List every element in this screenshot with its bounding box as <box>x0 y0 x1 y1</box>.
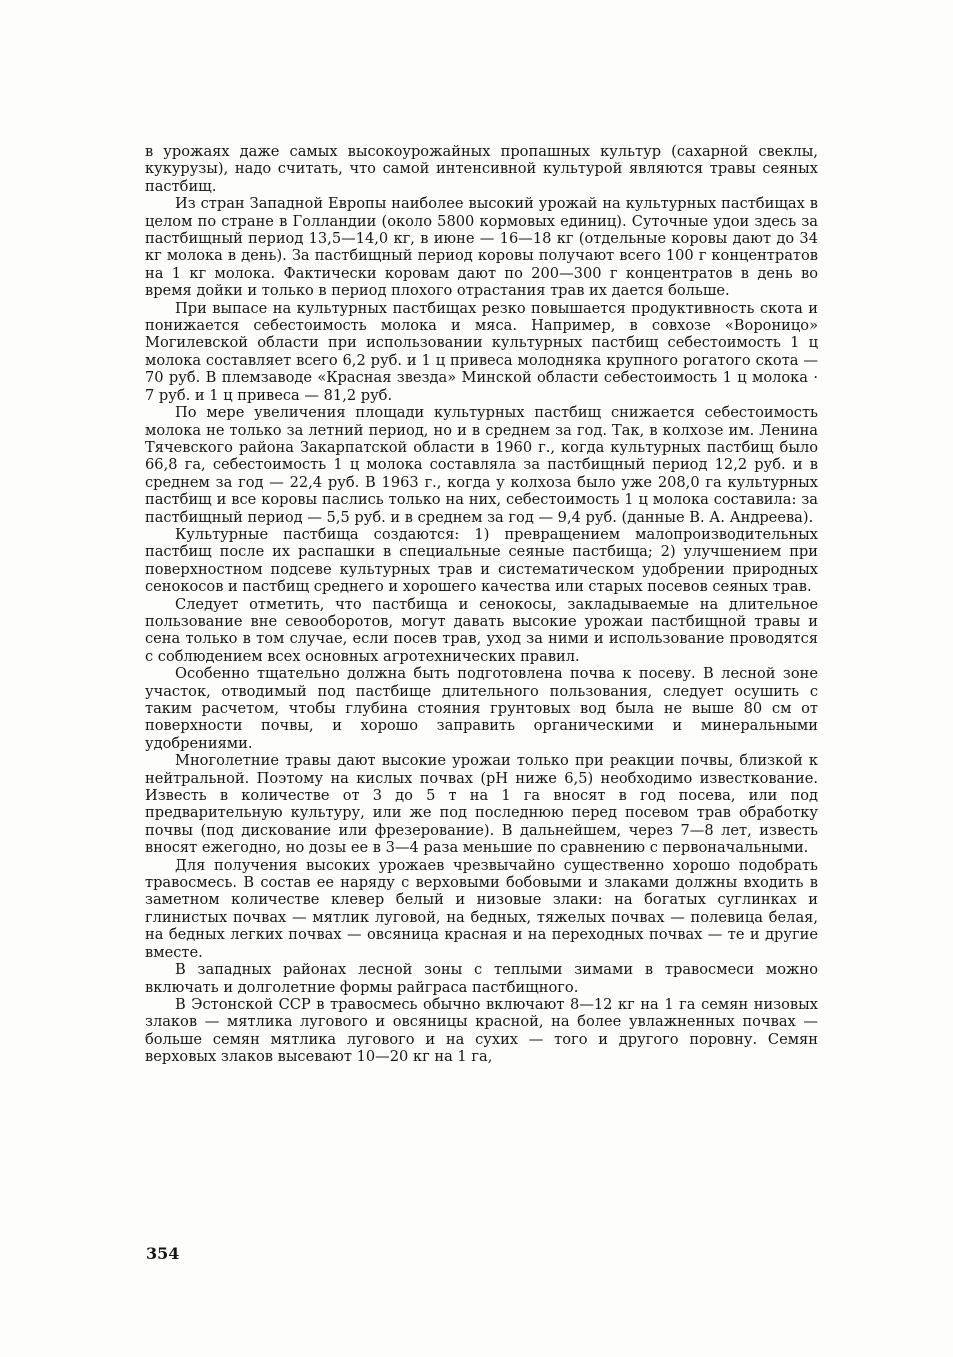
paragraph-5: Культурные пастбища создаются: 1) превращением малопроизводительных пастбищ после их распашки в специальные сеяные пастбища; 2) улучшением при поверхностном подсеве культурных трав и систематическом удобрении природных сенокосов и пастбищ среднего и хорошего качества или старых посевов сеяных трав. <box>145 525 818 596</box>
paragraph-3: При выпасе на культурных пастбищах резко повышается продуктивность скота и понижается себестоимость молока и мяса. Например, в совхозе «Вороницо» Могилевской области при использовании культурных пастбищ себестоимость 1 ц молока составляет всего 6,2 руб. и 1 ц привеса молодняка крупного рогатого скота — 70 руб. В племзаводе «Красная звезда» Минской области себестоимость 1 ц молока · 7 руб. и 1 ц привеса — 81,2 руб. <box>145 299 818 404</box>
body-text <box>145 143 818 1066</box>
paragraph-2: Из стран Западной Европы наиболее высокий урожай на культурных пастбищах в целом по стране в Голландии (около 5800 кормовых единиц). Суточные удои здесь за пастбищный период 13,5—14,0 кг, в июне — 16—18 кг (отдельные коровы дают до 34 кг молока в день). За пастбищный период коровы получают всего 100 г концентратов на 1 кг молока. Фактически коровам дают по 200—300 г концентратов в день во время дойки и только в период плохого отрастания трав их дается больше. <box>145 195 818 300</box>
page-number: 354 <box>146 1244 180 1263</box>
paragraph-9: Для получения высоких урожаев чрезвычайно существенно хорошо подобрать травосмесь. В состав ее наряду с верховыми бобовыми и злаками должны входить в заметном количестве клевер белый и низовые злаки: на богатых суглинках и глинистых почвах — мятлик луговой, на бедных, тяжелых почвах — полевица белая, на бедных легких почвах — овсяница красная и на переходных почвах — те и другие вместе. <box>145 856 818 961</box>
paragraph-6: Следует отметить, что пастбища и сенокосы, закладываемые на длительное пользование вне севооборотов, могут давать высокие урожаи пастбищной травы и сена только в том случае, если посев трав, уход за ними и использование проводятся с соблюдением всех основных агротехнических правил. <box>145 595 818 665</box>
paragraph-8: Многолетние травы дают высокие урожаи только при реакции почвы, близкой к нейтральной. Поэтому на кислых почвах (pH ниже 6,5) необходимо известкование. Известь в количестве от 3 до 5 т на 1 га вносят в год посева, или под предварительную культуру, или же под последнюю перед посевом трав обработку почвы (под дискование или фрезерование). В дальнейшем, через 7—8 лет, известь вносят ежегодно, но дозы ее в 3—4 раза меньшие по сравнению с первоначальными. <box>145 752 818 857</box>
paragraph-11: В Эстонской ССР в травосмесь обычно включают 8—12 кг на 1 га семян низовых злаков — мятлика лугового и овсяницы красной, на более увлажненных почвах — больше семян мятлика лугового и на сухих — того и другого поровну. Семян верховых злаков высевают 10—20 кг на 1 га, <box>145 995 818 1066</box>
paragraph-4: По мере увеличения площади культурных пастбищ снижается себестоимость молока не только за летний период, но и в среднем за год. Так, в колхозе им. Ленина Тячевского района Закарпатской области в 1960 г., когда культурных пастбищ было 66,8 га, себестоимость 1 ц молока составляла за пастбищный период 12,2 руб. и в среднем за год — 22,4 руб. В 1963 г., когда у колхоза было уже 208,0 га культурных пастбищ и все коровы паслись только на них, себестоимость 1 ц молока составила: за пастбищный период — 5,5 руб. и в среднем за год — 9,4 руб. (данные В. А. Андреева). <box>145 404 818 526</box>
paragraph-7: Особенно тщательно должна быть подготовлена почва к посеву. В лесной зоне участок, отводимый под пастбище длительного пользования, следует осушить с таким расчетом, чтобы глубина стояния грунтовых вод была не выше 80 см от поверхности почвы, и хорошо заправить органическими и минеральными удобрениями. <box>145 665 818 752</box>
paragraph-1: в урожаях даже самых высокоурожайных пропашных культур (сахарной свеклы, кукурузы), надо считать, что самой интенсивной культурой являются травы сеяных пастбищ. <box>145 143 818 195</box>
paragraph-10: В западных районах лесной зоны с теплыми зимами в травосмеси можно включать и долголетние формы райграса пастбищного. <box>145 961 818 996</box>
